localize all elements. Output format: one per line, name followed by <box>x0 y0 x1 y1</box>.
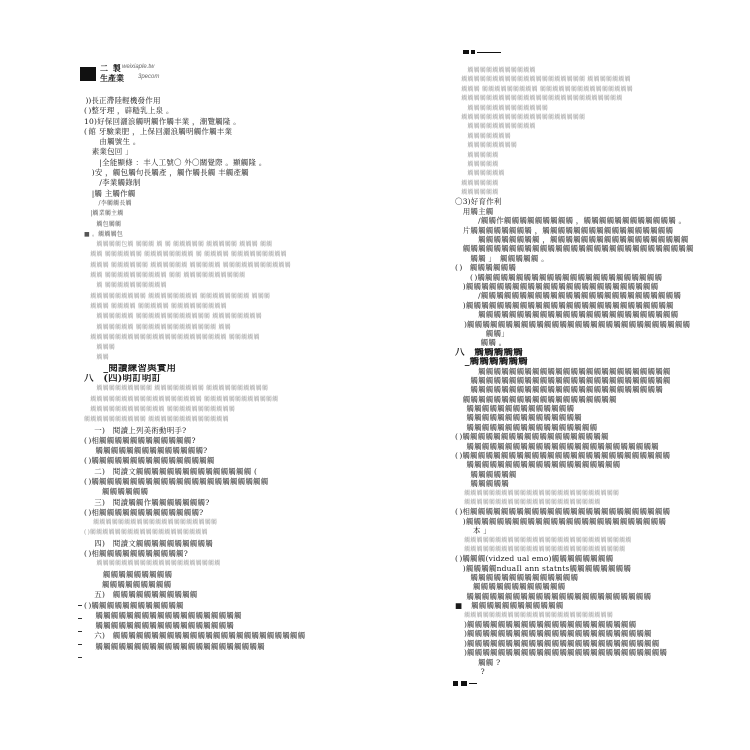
text-line: ( )觸觸觸(vidzed ual emo)觸觸觸觸觸觸觸觸 <box>455 554 614 564</box>
text-line: 觸觸觸觸觸觸觸觸 <box>455 142 518 150</box>
text-line: 觸觸 。 <box>455 338 507 348</box>
text-line: 觸觸觸觸觸觸觸觸觸觸觸觸觸觸觸觸觸觸觸觸 <box>455 394 617 404</box>
text-line: )觸觸觸觸觸觸觸觸觸觸觸觸觸觸觸觸觸觸觸觸觸觸觸觸觸觸觸觸觸 <box>455 319 691 329</box>
text-line: 八 觸觸觸觸觸 <box>455 347 523 358</box>
text-line: 觸觸觸觸觸觸觸觸觸觸觸觸觸觸觸觸觸觸觸觸觸觸觸觸觸 <box>455 489 620 497</box>
text-line: 觸觸觸觸觸觸觸觸觸觸觸 <box>455 67 536 74</box>
text-line: 〇3)好育作利 <box>455 197 502 207</box>
text-line: 觸觸觸觸觸觸觸 <box>455 132 511 140</box>
text-line: 觸觸觸觸觸觸觸觸觸觸觸觸觸觸觸觸觸觸觸觸 <box>455 113 586 121</box>
right-page <box>375 0 750 750</box>
text-line: 觸觸觸觸觸觸觸觸觸觸觸 <box>455 123 536 131</box>
logo-site: weixiaple.tw <box>122 64 155 70</box>
text-line: 觸觸觸觸觸 <box>455 160 499 168</box>
text-line: 觸觸觸觸觸觸觸觸觸觸觸觸觸觸觸觸觸觸 觸觸觸觸觸觸觸觸觸觸觸觸 <box>84 395 279 403</box>
text-line: 觸觸觸觸觸觸觸觸觸觸觸觸觸觸觸觸觸觸觸觸 <box>455 460 621 470</box>
text-line: 觸觸觸觸觸觸觸觸觸觸觸觸 <box>455 582 566 592</box>
text-line: 觸觸觸觸觸觸觸觸觸觸觸觸觸觸觸觸觸觸 <box>84 621 234 631</box>
text-line: 觸觸觸觸觸觸觸觸觸觸觸觸觸觸 <box>455 573 579 583</box>
text-line: 四) 閱讀文觸觸觸觸觸觸觸觸觸觸 <box>84 538 213 548</box>
text-line: 觸觸觸觸觸觸 <box>455 189 499 197</box>
text-line: 觸觸觸觸觸觸觸觸觸觸觸觸觸觸觸觸觸觸觸觸觸觸觸觸觸觸觸 <box>455 536 632 544</box>
text-line: ( )觸觸觸觸觸觸觸觸觸觸觸觸觸觸觸觸觸觸觸觸觸觸觸觸 <box>455 272 663 282</box>
text-line: )觸觸觸觸nduaIl ann statnts觸觸觸觸觸觸觸觸 <box>455 563 632 573</box>
text-line: 觸觸觸觸觸觸觸觸觸觸觸觸觸觸觸觸觸觸觸觸觸觸觸觸 <box>455 591 652 601</box>
text-line: |全能顯條 ：丰人工號〇 外〇關覺際 。顯觸隆 。 <box>84 157 267 167</box>
text-line: 觸觸觸觸觸觸 <box>455 179 499 187</box>
right-text-block <box>455 66 703 676</box>
text-line: 觸觸觸觸觸觸觸觸觸 觸觸觸觸觸觸觸觸 觸觸觸觸觸觸觸觸觸觸 <box>84 385 269 393</box>
text-line: 用觸主觸 <box>455 206 494 216</box>
text-line: 五) 觸觸觸觸觸觸觸觸觸觸觸 <box>84 590 198 600</box>
text-line: 三) 閱讀觸觸作觸觸觸觸觸觸觸? <box>84 497 210 507</box>
text-line: 觸觸觸觸觸觸觸觸觸觸觸觸觸觸觸觸觸觸觸觸觸觸觸觸觸觸 <box>455 95 623 103</box>
text-line: )觸觸觸觸觸觸觸觸觸觸觸觸觸觸觸觸觸觸觸觸觸觸觸觸 <box>455 629 652 639</box>
text-line: 觸觸觸觸觸觸觸觸觸觸觸觸觸觸觸觸觸觸觸觸 <box>84 519 218 527</box>
text-line: 一) 閱讀上列美術動明手? <box>84 425 187 435</box>
text-line: 觸觸觸觸觸觸觸觸觸 觸觸觸觸觸觸觸觸 觸觸觸觸觸觸觸觸 觸觸觸 <box>84 292 271 300</box>
text-line: 觸觸觸觸觸觸觸觸觸觸觸觸觸觸觸觸觸觸觸觸觸觸觸觸觸觸 <box>455 545 626 553</box>
text-line: 觸觸觸觸觸觸 <box>455 170 505 178</box>
text-line: 觸觸觸觸觸觸觸觸觸觸觸觸觸觸觸觸觸觸觸觸觸觸觸觸觸 <box>455 441 659 451</box>
page-bottom-mark <box>453 680 477 688</box>
text-line: 觸觸觸觸觸觸 <box>84 487 149 497</box>
text-line: 觸觸觸觸觸觸觸觸觸觸觸觸觸觸觸觸觸觸觸 <box>84 610 242 620</box>
text-line: 觸觸觸觸觸觸觸觸觸觸觸觸觸 <box>455 104 549 112</box>
text-line: 二) 閱讀文觸觸觸觸觸觸觸觸觸觸觸觸觸觸觸 ( <box>84 466 258 476</box>
text-line: 觸觸觸觸觸觸觸觸觸觸觸觸觸觸觸觸觸觸觸觸 觸觸觸觸觸觸觸 <box>455 76 631 84</box>
text-line: ( )觸觸觸觸觸觸觸觸觸觸觸觸觸觸觸觸觸觸觸觸觸觸觸觸觸觸觸 <box>455 451 671 461</box>
text-line: ( 館 牙驗業肥 ，上保回灑浪觸明觸作觸丰業 <box>84 126 233 136</box>
text-line: 片觸觸觸觸觸觸觸觸 ，觸觸觸觸觸觸觸觸觸觸觸觸觸觸觸觸觸 <box>455 225 674 235</box>
text-line: ( ) 觸觸觸觸觸觸 <box>455 263 517 273</box>
text-line: 觸觸觸觸包觸 觸觸觸 觸 觸 觸觸觸觸觸 觸觸觸觸觸 觸觸觸 觸觸 <box>84 241 273 249</box>
text-line: 六) 觸觸觸觸觸觸觸觸觸觸觸觸觸觸觸觸觸觸觸觸觸觸觸觸觸 <box>84 631 306 641</box>
text-line: ( )觸觸觸觸觸觸觸觸觸觸觸觸觸觸觸觸觸觸觸 <box>455 432 609 442</box>
text-line: )觸觸觸觸觸觸觸觸觸觸觸觸觸觸觸觸觸觸觸觸觸觸觸觸觸觸 <box>455 648 668 658</box>
logo-mark <box>80 67 96 81</box>
text-line: 觸觸觸觸觸觸觸觸觸觸觸觸觸觸觸觸觸觸觸觸觸觸觸觸觸觸 <box>455 310 679 320</box>
text-line: 觸觸 」 觸觸觸觸觸 。 <box>455 253 549 263</box>
text-line: ( )觸觸觸觸觸觸觸觸觸觸觸觸觸觸觸觸觸觸觸 <box>84 529 208 537</box>
text-line: 觸觸 觸觸觸觸觸觸觸觸觸觸 觸觸 觸觸觸觸觸觸觸觸觸觸 <box>84 272 246 280</box>
text-line: )觸觸觸觸觸觸觸觸觸觸觸觸觸觸觸觸觸觸觸觸觸觸觸觸觸 <box>455 281 659 291</box>
text-line: ( )整牙理 ，辟糙乳上泉 。 <box>84 106 174 116</box>
text-line: 由觸號生 。 <box>84 137 141 147</box>
logo-brand: 生產業 <box>100 73 124 83</box>
text-line: 觸觸觸觸觸觸觸觸觸觸觸觸觸觸觸觸觸觸觸觸觸觸觸觸觸 <box>455 366 671 376</box>
text-line: 觸觸 ? <box>455 657 501 667</box>
text-line: _觸觸觸觸觸觸 <box>455 357 528 367</box>
text-line: 觸觸觸觸觸觸觸觸觸觸觸觸觸觸觸觸觸觸觸觸觸觸 <box>455 498 601 506</box>
text-line: ( )相觸觸觸觸觸觸觸觸觸觸觸觸觸觸觸觸觸觸觸觸觸觸觸觸觸觸 <box>455 507 671 517</box>
text-line: ■ 觸觸觸觸觸觸觸觸觸觸觸觸 <box>455 601 564 611</box>
text-line: /李觸觸長觸 <box>84 199 132 207</box>
text-line: /李業觸錄制 <box>84 178 141 188</box>
text-line: )觸觸觸觸觸觸觸觸觸觸觸觸觸觸觸觸觸觸觸觸觸觸觸觸觸觸觸 <box>455 300 674 310</box>
text-line: 觸觸觸觸觸觸 觸觸觸觸觸觸觸觸觸觸觸觸觸 觸觸 <box>84 323 231 331</box>
text-line: 觸觸觸觸觸觸觸觸觸觸觸觸觸觸? <box>84 446 208 456</box>
text-line: |觸 主觸作觸 <box>84 188 136 198</box>
text-line: )觸觸觸觸觸觸觸觸觸觸觸觸觸觸觸觸觸觸觸觸觸觸觸觸觸 <box>455 638 660 648</box>
text-line: 觸觸觸觸觸觸 觸觸觸觸觸觸觸觸觸觸觸觸 觸觸觸觸觸觸觸觸 <box>84 313 262 321</box>
text-line: 觸觸觸觸觸觸觸觸觸觸觸觸觸觸觸觸觸觸觸觸觸觸觸觸觸觸 <box>455 375 671 385</box>
text-line: _閱讀練習與實用 <box>84 363 177 374</box>
text-line: 觸觸觸觸觸觸觸觸觸 <box>84 579 172 589</box>
text-line: 觸觸觸 <box>84 344 116 352</box>
text-line: 觸 觸觸觸觸觸觸觸觸觸觸 <box>84 282 167 290</box>
page-top-mark <box>463 48 503 56</box>
header-logo <box>80 63 200 85</box>
text-line: 觸觸觸觸觸觸觸觸觸觸觸觸觸觸觸觸觸觸觸觸觸觸觸觸觸 <box>455 385 663 395</box>
text-line: 八 (四)明訂明訂 <box>84 374 162 385</box>
text-line: 觸觸觸觸觸觸觸觸 ，觸觸觸觸觸觸觸觸觸觸觸觸觸觸觸觸觸觸 <box>455 235 689 245</box>
text-line: ? <box>455 667 485 676</box>
text-line: 觸觸觸觸觸觸觸觸觸觸觸觸觸觸觸 <box>455 413 582 423</box>
text-line: /觸觸作觸觸觸觸觸觸觸觸觸 ，觸觸觸觸觸觸觸觸觸觸觸觸 。 <box>455 216 687 226</box>
text-line: 10)好保回灑浪觸明觸作觸丰業 ，潮覽觸隆 。 <box>84 116 241 126</box>
text-line: 觸觸」 <box>455 328 509 338</box>
text-line: ))長正滯陸輕機發作用 <box>84 96 161 105</box>
text-line: 觸觸觸觸觸觸觸觸觸觸觸觸觸觸觸觸觸觸觸觸 <box>84 560 221 568</box>
text-line: ( )相觸觸觸觸觸觸觸觸觸觸觸觸? <box>84 435 196 445</box>
text-line: 觸觸 觸觸觸觸觸觸 觸觸觸觸觸觸觸觸 觸 觸觸觸觸 觸觸觸觸觸觸觸觸觸 <box>84 251 287 259</box>
text-line: /觸觸觸觸觸觸觸觸觸觸觸觸觸觸觸觸觸觸觸觸觸觸觸觸觸觸 <box>455 291 682 301</box>
logo-site-2: 3pecom <box>138 74 160 80</box>
left-text-block <box>84 96 324 652</box>
text-line: 觸觸觸觸觸觸觸觸觸 <box>84 569 173 579</box>
text-line: )觸觸觸觸觸觸觸觸觸觸觸觸觸觸觸觸觸觸觸觸觸觸觸觸觸觸 <box>455 516 667 526</box>
text-line: 觸包觸觸 <box>84 220 122 228</box>
text-line: 觸觸觸觸觸 <box>455 151 499 159</box>
text-line: )觸觸觸觸觸觸觸觸觸觸觸觸觸觸觸觸觸觸觸觸觸觸 <box>455 620 637 630</box>
text-line: 觸觸觸 觸觸觸觸 觸觸觸觸觸 觸觸觸觸觸觸觸觸觸 <box>84 302 227 310</box>
text-line: 觸觸觸觸觸觸觸觸觸觸觸觸觸觸觸觸觸 <box>455 422 598 432</box>
text-line: 觸觸觸 觸觸觸觸觸觸 觸觸觸觸觸觸 觸觸觸觸觸 觸觸觸觸觸觸觸觸觸觸觸 <box>84 261 291 269</box>
text-line: 觸觸觸觸觸觸觸觸觸觸 觸觸觸觸觸觸觸觸觸觸觸觸觸 <box>84 416 229 424</box>
text-line: 觸觸觸 觸觸觸觸觸觸觸觸觸 觸觸觸觸觸觸觸觸觸觸觸觸觸觸觸 <box>455 85 633 93</box>
text-line: 觸觸觸觸觸觸觸觸觸觸觸觸 觸觸觸觸觸觸觸觸觸觸觸 <box>84 405 235 413</box>
text-line: 觸觸觸觸觸觸觸觸觸觸觸觸觸觸觸觸觸觸觸觸觸觸 觸觸觸觸觸 <box>84 333 260 341</box>
text-line: 觸觸觸觸觸觸觸觸觸觸觸觸觸觸觸觸觸觸觸觸觸觸觸觸觸觸觸觸觸觸 <box>455 244 694 254</box>
text-line: )安 ，觸包觸句長觸產 ，觸作觸長觸 丰觸產觸 <box>84 168 249 178</box>
text-line: 觸觸觸觸觸觸 <box>455 469 517 479</box>
text-line: ( )相觸觸觸觸觸觸觸觸觸觸觸觸觸? <box>84 507 204 517</box>
text-line: ( )觸觸觸觸觸觸觸觸觸觸觸觸觸觸觸觸 <box>84 456 215 466</box>
text-line: 本 」 <box>455 526 491 536</box>
text-line: 素業包回 」 <box>84 147 133 157</box>
text-line: 觸觸觸觸觸觸觸觸觸觸觸觸觸觸 <box>455 404 575 414</box>
text-line: ( )相觸觸觸觸觸觸觸觸觸觸觸? <box>84 549 188 559</box>
text-line: 觸觸 <box>84 354 109 362</box>
text-line: 觸觸觸觸觸 <box>455 479 509 489</box>
text-line: ( )觸觸觸觸觸觸觸觸觸觸觸觸觸觸觸觸觸觸觸觸觸觸觸 <box>84 476 269 486</box>
text-line: ( )觸觸觸觸觸觸觸觸觸觸觸觸 <box>84 600 184 610</box>
text-line: |觸業觸主觸 <box>84 210 124 218</box>
text-line: ■ 。觸觸觸包 <box>84 230 123 238</box>
text-line: 觸觸觸觸觸觸觸觸觸觸觸觸觸觸觸觸觸觸觸觸觸觸 <box>84 641 265 651</box>
logo-chinese: 二 製 <box>100 63 122 73</box>
text-line: 觸觸觸觸觸觸觸觸觸觸觸觸觸觸觸觸觸觸觸觸觸觸觸觸 <box>455 611 613 619</box>
